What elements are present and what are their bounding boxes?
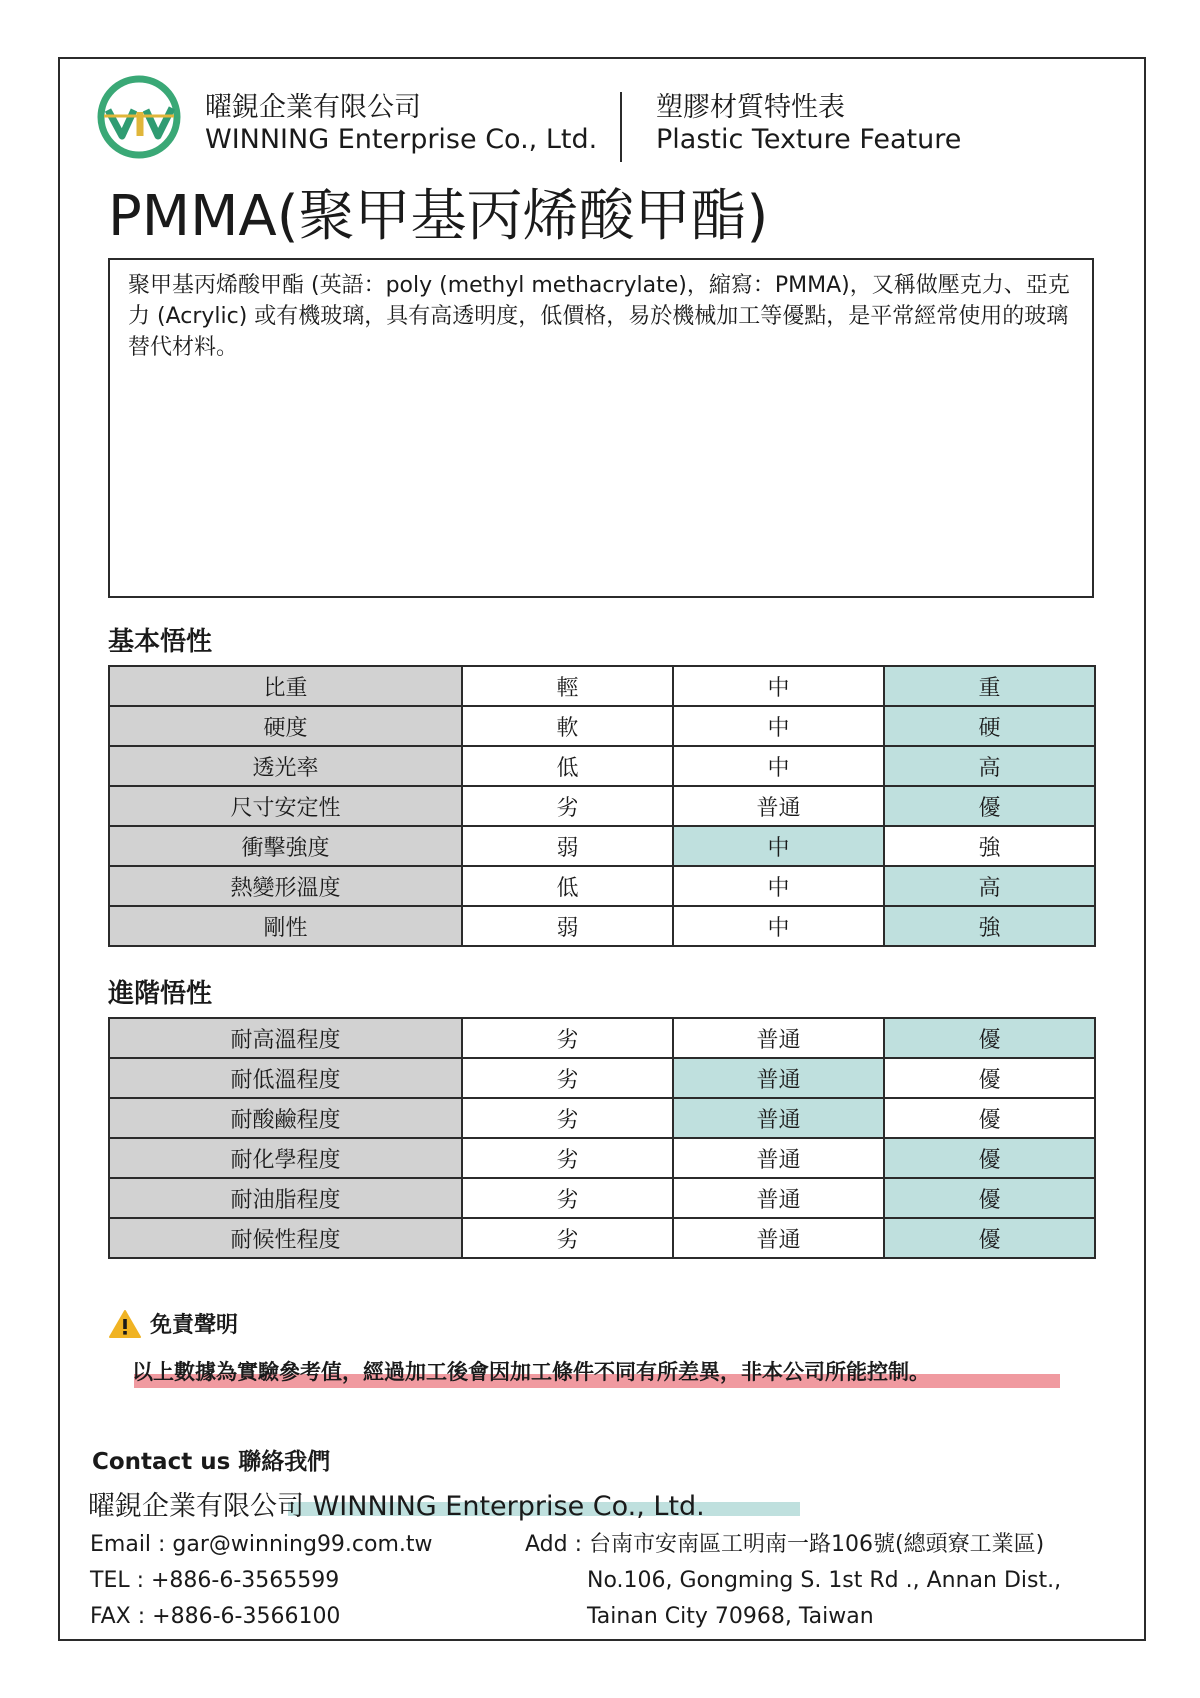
rating-high: 強 — [884, 826, 1095, 866]
contact-details — [90, 1527, 433, 1635]
rating-high: 優 — [884, 1098, 1095, 1138]
property-label: 耐酸鹼程度 — [109, 1098, 462, 1138]
rating-mid: 中 — [673, 906, 884, 946]
rating-high: 強 — [884, 906, 1095, 946]
property-label: 尺寸安定性 — [109, 786, 462, 826]
address-line-en-1: No.106, Gongming S. 1st Rd ., Annan Dist., — [587, 1568, 1062, 1593]
rating-low: 劣 — [462, 1098, 673, 1138]
property-label: 比重 — [109, 666, 462, 706]
advanced-property-row — [109, 1178, 1095, 1218]
contact-company-name: 曜鋧企業有限公司 WINNING Enterprise Co., Ltd. — [88, 1491, 705, 1522]
rating-high: 優 — [884, 1178, 1095, 1218]
rating-low: 劣 — [462, 1138, 673, 1178]
rating-mid: 中 — [673, 666, 884, 706]
rating-low: 劣 — [462, 786, 673, 826]
disclaimer — [132, 1356, 930, 1386]
rating-mid: 普通 — [673, 786, 884, 826]
rating-mid: 中 — [673, 706, 884, 746]
rating-low: 劣 — [462, 1058, 673, 1098]
advanced-property-row — [109, 1138, 1095, 1178]
advanced-property-row — [109, 1098, 1095, 1138]
property-label: 耐候性程度 — [109, 1218, 462, 1258]
property-label: 衝擊強度 — [109, 826, 462, 866]
basic-properties-table — [108, 665, 1096, 947]
description-text: 聚甲基丙烯酸甲酯 (英語：poly (methyl methacrylate)，縮寫：PMMA)，又稱做壓克力、亞克力 (Acrylic) 或有機玻璃，具有高透明度，低價格，易於機械加工等優點，是平常經常使用的玻璃替代材料。 — [128, 273, 1070, 360]
property-label: 熱變形溫度 — [109, 866, 462, 906]
basic-property-row — [109, 706, 1095, 746]
disclaimer-title: 免責聲明 — [150, 1313, 239, 1338]
rating-mid: 普通 — [673, 1138, 884, 1178]
address-line-zh: 台南市安南區工明南一路106號(總頭寮工業區) — [589, 1532, 1045, 1557]
company-name-block — [205, 92, 597, 156]
rating-high: 高 — [884, 746, 1095, 786]
rating-low: 輕 — [462, 666, 673, 706]
address-line-en-2: Tainan City 70968, Taiwan — [587, 1604, 874, 1629]
rating-high: 優 — [884, 1138, 1095, 1178]
rating-high: 優 — [884, 1018, 1095, 1058]
advanced-property-row — [109, 1058, 1095, 1098]
rating-low: 劣 — [462, 1218, 673, 1258]
contact-title: Contact us 聯絡我們 — [92, 1449, 331, 1475]
page-title: PMMA(聚甲基丙烯酸甲酯) — [108, 184, 769, 249]
document-title-en: Plastic Texture Feature — [656, 124, 962, 155]
warning-icon — [108, 1309, 142, 1339]
property-label: 透光率 — [109, 746, 462, 786]
company-name-en: WINNING Enterprise Co., Ltd. — [205, 124, 598, 155]
rating-low: 弱 — [462, 826, 673, 866]
rating-high: 高 — [884, 866, 1095, 906]
rating-low: 軟 — [462, 706, 673, 746]
disclaimer-header — [108, 1308, 238, 1339]
advanced-properties-table — [108, 1017, 1096, 1259]
basic-property-row — [109, 666, 1095, 706]
rating-mid: 普通 — [673, 1018, 884, 1058]
rating-mid: 普通 — [673, 1178, 884, 1218]
disclaimer-text: 以上數據為實驗參考值，經過加工後會因加工條件不同有所差異，非本公司所能控制。 — [132, 1360, 930, 1384]
property-label: 耐低溫程度 — [109, 1058, 462, 1098]
rating-high: 優 — [884, 1058, 1095, 1098]
contact-company — [88, 1484, 705, 1523]
basic-property-row — [109, 786, 1095, 826]
rating-high: 硬 — [884, 706, 1095, 746]
header-divider — [620, 92, 622, 162]
property-label: 耐油脂程度 — [109, 1178, 462, 1218]
description-box — [108, 258, 1094, 598]
rating-low: 低 — [462, 746, 673, 786]
rating-mid: 普通 — [673, 1218, 884, 1258]
basic-property-row — [109, 866, 1095, 906]
document-title-block — [656, 92, 961, 156]
property-label: 耐高溫程度 — [109, 1018, 462, 1058]
rating-mid: 中 — [673, 866, 884, 906]
address-label: Add : — [525, 1532, 589, 1557]
rating-high: 優 — [884, 1218, 1095, 1258]
rating-high: 重 — [884, 666, 1095, 706]
rating-low: 劣 — [462, 1018, 673, 1058]
advanced-section-title: 進階悟性 — [108, 979, 213, 1009]
rating-mid: 中 — [673, 826, 884, 866]
rating-mid: 普通 — [673, 1058, 884, 1098]
company-name-zh: 曜鋧企業有限公司 — [205, 92, 421, 123]
property-label: 硬度 — [109, 706, 462, 746]
advanced-property-row — [109, 1018, 1095, 1058]
rating-low: 劣 — [462, 1178, 673, 1218]
company-logo — [94, 72, 184, 162]
rating-low: 低 — [462, 866, 673, 906]
rating-mid: 中 — [673, 746, 884, 786]
rating-low: 弱 — [462, 906, 673, 946]
advanced-property-row — [109, 1218, 1095, 1258]
basic-property-row — [109, 826, 1095, 866]
contact-tel[interactable]: TEL : +886-6-3565599 — [90, 1568, 340, 1593]
rating-mid: 普通 — [673, 1098, 884, 1138]
property-label: 耐化學程度 — [109, 1138, 462, 1178]
rating-high: 優 — [884, 786, 1095, 826]
basic-property-row — [109, 906, 1095, 946]
basic-property-row — [109, 746, 1095, 786]
contact-fax: FAX : +886-6-3566100 — [90, 1604, 341, 1629]
contact-email[interactable]: Email : gar@winning99.com.tw — [90, 1532, 433, 1557]
basic-section-title: 基本悟性 — [108, 627, 213, 657]
document-title-zh: 塑膠材質特性表 — [656, 92, 845, 123]
property-label: 剛性 — [109, 906, 462, 946]
contact-address — [525, 1527, 1061, 1635]
